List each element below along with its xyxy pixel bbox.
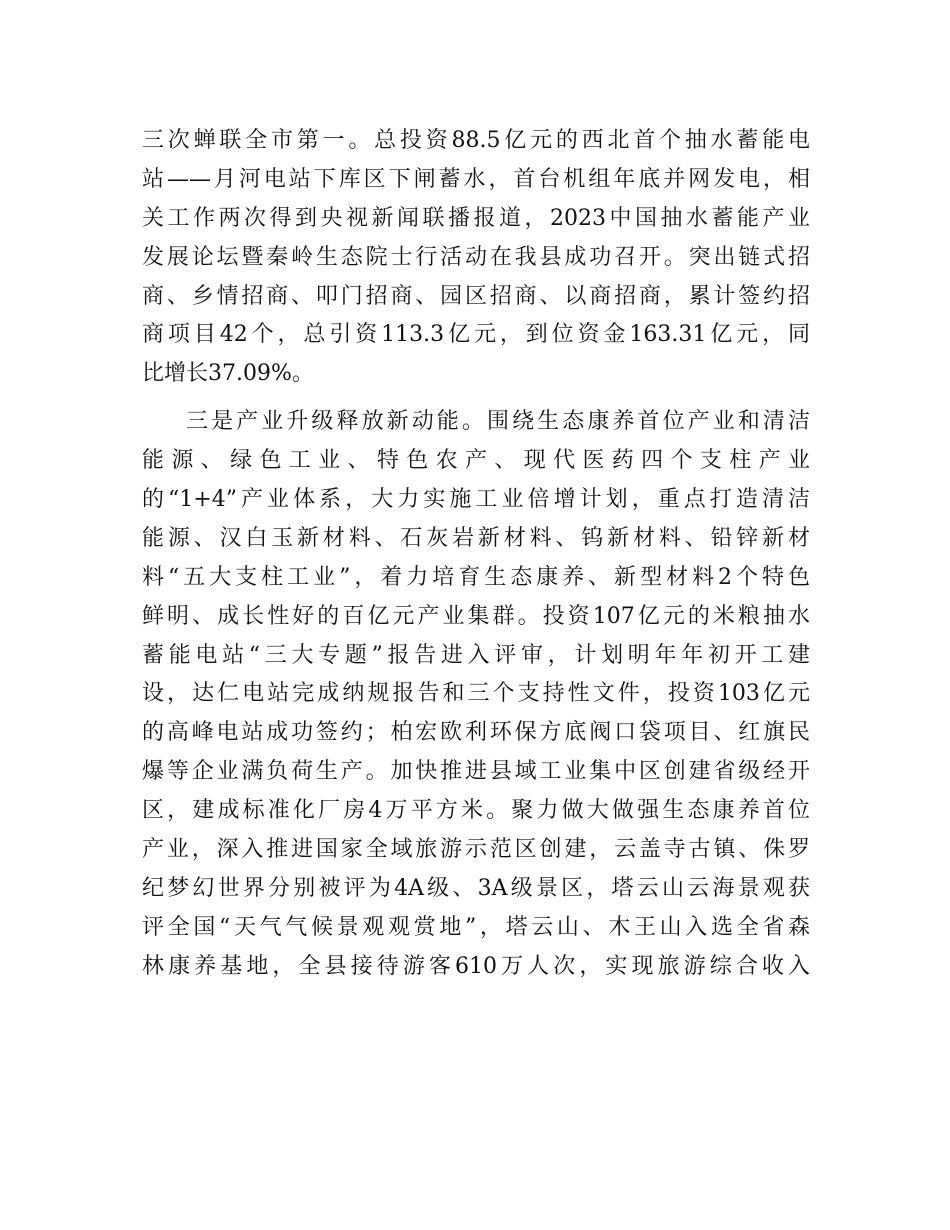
text-line: 鲜明、成长性好的百亿元产业集群。投资107亿元的米粮抽水 <box>142 603 810 629</box>
text-line: 设，达仁电站完成纳规报告和三个支持性文件，投资103亿元 <box>142 681 810 707</box>
text-line: 蓄能电站“三大专题”报告进入评审，计划明年年初开工建 <box>142 642 810 668</box>
text-line: 能源、绿色工业、特色农产、现代医药四个支柱产业 <box>142 448 810 474</box>
text-line: 商、乡情招商、叩门招商、园区招商、以商招商，累计签约招 <box>142 283 810 309</box>
text-line: 评全国“天气气候景观观赏地”，塔云山、木王山入选全省森 <box>142 914 810 940</box>
text-line: 的高峰电站成功签约；柏宏欧利环保方底阀口袋项目、红旗民 <box>142 720 810 746</box>
text-line: 发展论坛暨秦岭生态院士行活动在我县成功召开。突出链式招 <box>142 244 810 270</box>
text-line: 林康养基地，全县接待游客610万人次，实现旅游综合收入 <box>142 953 810 979</box>
paragraph-investment <box>142 122 810 394</box>
text-line: 站——月河电站下库区下闸蓄水，首台机组年底并网发电，相 <box>142 166 810 192</box>
text-line: 料“五大支柱工业”，着力培育生态康养、新型材料2个特色 <box>142 564 810 590</box>
text-line: 的“1+4”产业体系，大力实施工业倍增计划，重点打造清洁 <box>142 487 810 513</box>
text-line: 能源、汉白玉新材料、石灰岩新材料、钨新材料、铅锌新材 <box>142 525 810 551</box>
document-body <box>142 122 810 987</box>
text-line: 纪梦幻世界分别被评为4A级、3A级景区，塔云山云海景观获 <box>142 875 810 901</box>
text-line: 商项目42个，总引资113.3亿元，到位资金163.31亿元，同 <box>142 322 810 348</box>
paragraph-industry-upgrade <box>142 403 810 986</box>
text-line: 三次蝉联全市第一。总投资88.5亿元的西北首个抽水蓄能电 <box>142 128 810 153</box>
text-line: 关工作两次得到央视新闻联播报道，2023中国抽水蓄能产业 <box>142 205 810 231</box>
text-line: 产业，深入推进国家全域旅游示范区创建，云盖寺古镇、侏罗 <box>142 837 810 863</box>
text-line: 爆等企业满负荷生产。加快推进县域工业集中区创建省级经开 <box>142 759 810 785</box>
text-line: 区，建成标准化厂房4万平方米。聚力做大做强生态康养首位 <box>142 798 810 824</box>
text-line: 比增长37.09%。 <box>142 361 314 387</box>
paragraph-gap <box>142 394 810 403</box>
text-line: 三是产业升级释放新动能。围绕生态康养首位产业和清洁 <box>186 409 810 435</box>
